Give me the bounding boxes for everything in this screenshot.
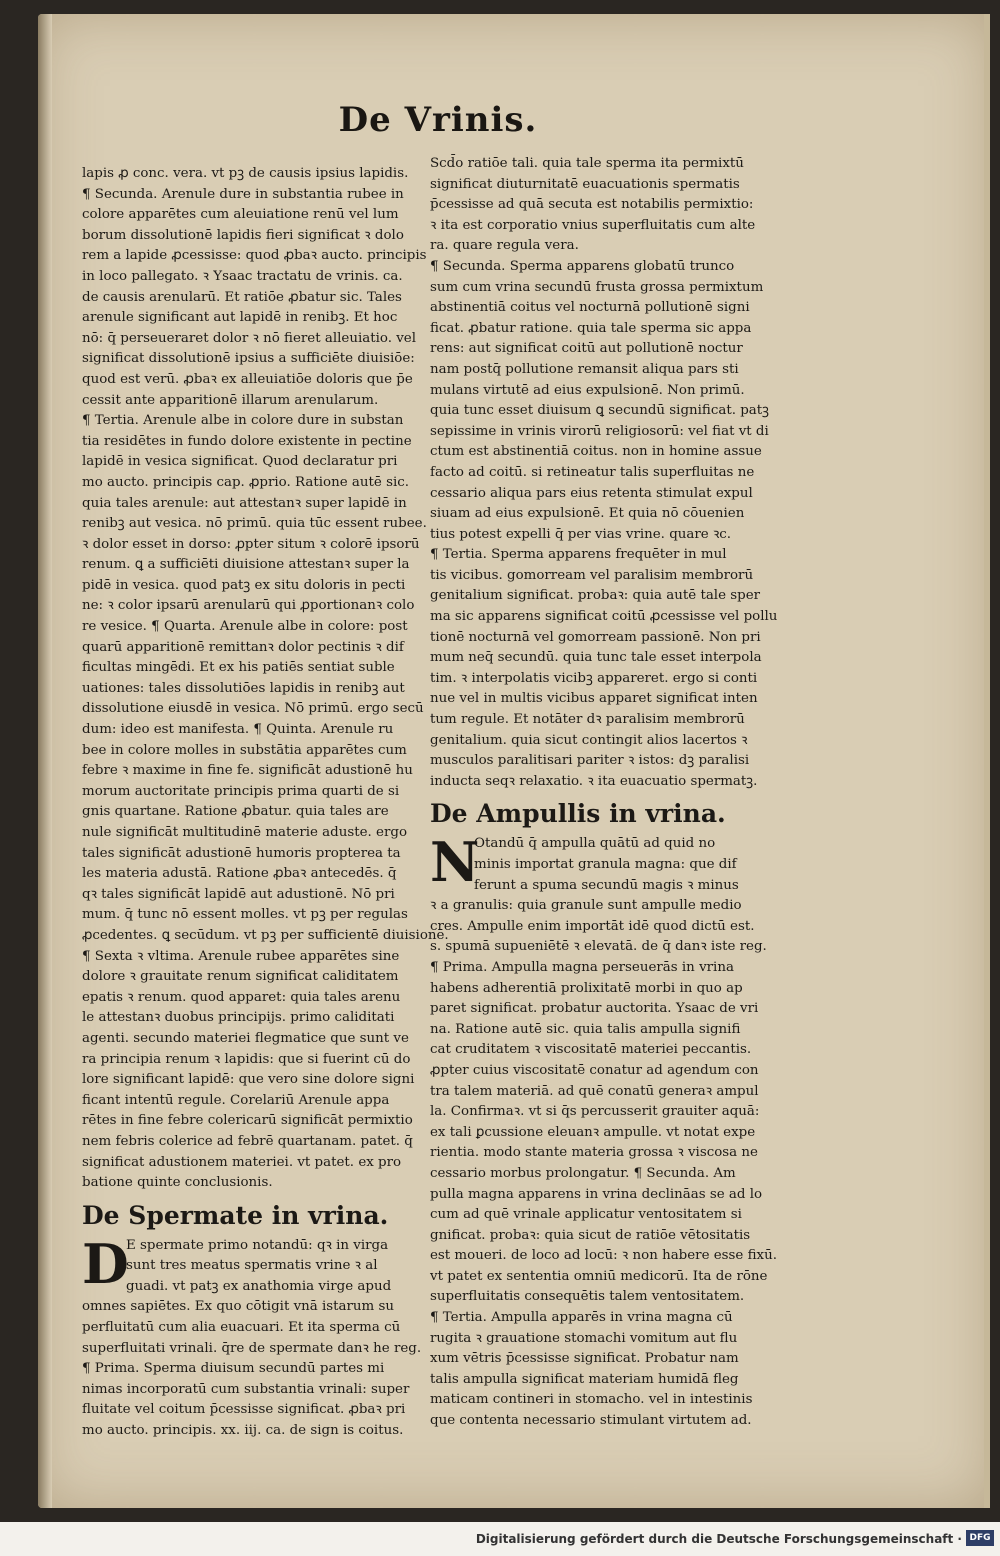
text-line: dolore ꝛ grauitate renum significat caliditatem (82, 969, 399, 985)
text-line: ¶ Secunda. Sperma apparens globatū trunco (430, 258, 735, 274)
text-line: E spermate primo notandū: qꝛ in virga (126, 1237, 389, 1253)
text-line: est moueri. de loco ad locū: ꝛ non habere esse fixū. (430, 1248, 777, 1264)
text-line: nam postq̄ pollutione remansit aliqua pars sti (430, 361, 739, 377)
decorated-initial: D (82, 1231, 129, 1296)
text-line: nule significāt multitudinē materie aduste. ergo (82, 825, 408, 840)
text-line: perfluitatū cum alia euacuari. Et ita sperma cū (82, 1320, 401, 1336)
text-line: nō: q̄ perseueraret dolor ꝛ nō fieret alleuiatio. vel (82, 330, 417, 346)
text-line: Otandū q̄ ampulla quātū ad quid no (474, 836, 716, 852)
text-line: in loco pallegato. ꝛ Ysaac tractatu de vrinis. ca. (82, 268, 403, 284)
text-line: sepissime in vrinis virorū religiosorū: vel fiat vt di (430, 423, 769, 439)
text-line: tia residētes in fundo dolore existente in pectine (82, 433, 412, 449)
text-line: epatis ꝛ renum. quod apparet: quia tales arenu (82, 989, 401, 1005)
text-line: mo aucto. principis. xx. iij. ca. de sign is coitus. (82, 1423, 404, 1439)
funding-credit: Digitalisierung gefördert durch die Deutsche Forschungsgemeinschaft · (475, 1532, 962, 1546)
text-line: gnificat. probaꝛ: quia sicut de ratiōe vētositatis (430, 1227, 751, 1243)
text-line: mum. q̄ tunc nō essent molles. vt pꝫ per regulas (82, 907, 408, 923)
text-line: tionē nocturnā vel gomorream passionē. Non pri (430, 629, 761, 645)
text-line: quia tunc esset diuisum ꝗ secundū significat. patꝫ (430, 403, 770, 419)
text-line: pidē in vesica. quod patꝫ ex situ doloris in pecti (82, 577, 406, 593)
text-line: qꝛ tales significāt lapidē aut adustionē. Nō pri (82, 886, 395, 902)
text-line: lapidē in vesica significat. Quod declaratur pri (82, 454, 398, 470)
text-line: ¶ Tertia. Sperma apparens frequēter in mul (430, 547, 727, 563)
text-line: guadi. vt patꝫ ex anathomia virge apud (126, 1278, 392, 1294)
text-line: xum vētris p̄cessisse significat. Probatur nam (430, 1351, 739, 1367)
text-line: significat diuturnitatē euacuationis spermatis (430, 176, 740, 192)
text-line: facto ad coitū. si retineatur talis superfluitas ne (430, 464, 755, 480)
text-line: ꝓpter cuius viscositatē conatur ad agendum con (430, 1062, 759, 1078)
text-line: ¶ Prima. Ampulla magna perseuerās in vrina (430, 959, 734, 975)
text-line: dum: ideo est manifesta. ¶ Quinta. Arenule ru (82, 722, 394, 738)
text-line: ꝓcedentes. ꝗ secūdum. vt pꝫ per sufficientē diuisionē. (82, 927, 449, 943)
text-line: batione quinte conclusionis. (82, 1175, 273, 1191)
text-line: musculos paralitisari pariter ꝛ istos: dꝫ paralisi (430, 753, 750, 769)
text-line: colore apparētes cum aleuiatione renū vel lum (82, 207, 399, 223)
text-line: genitalium. quia sicut contingit alios lacertos ꝛ (430, 732, 748, 748)
text-line: tales significāt adustionē humoris propterea ta (82, 845, 401, 861)
text-line: inducta seqꝛ relaxatio. ꝛ ita euacuatio spermatꝫ. (430, 773, 758, 789)
text-line: Scd̄o ratiōe tali. quia tale sperma ita permixtū (430, 156, 744, 171)
text-line: renum. ꝗ a sufficiēti diuisione attestanꝛ super la (82, 557, 410, 573)
text-line: ficat. ꝓbatur ratione. quia tale sperma sic appa (430, 320, 752, 336)
text-line: maticam contineri in stomacho. vel in intestinis (430, 1392, 753, 1408)
text-line: sum cum vrina secundū frusta grossa permixtum (430, 279, 764, 295)
section-heading-row (430, 798, 760, 830)
page-gutter (38, 14, 52, 1508)
text-line: minis importat granula magna: que dif (474, 857, 737, 872)
text-line: lapis ꝓ conc. vera. vt pꝫ de causis ipsius lapidis. (82, 166, 409, 181)
text-line: ¶ Sexta ꝛ vltima. Arenule rubee apparētes sine (82, 948, 400, 964)
text-line: significat dissolutionē ipsius a sufficiēte diuisiōe: (82, 351, 415, 367)
text-line: ¶ Tertia. Arenule albe in colore dure in substan (82, 413, 404, 429)
text-line: pulla magna apparens in vrina declināas se ad lo (430, 1186, 763, 1202)
left-text-column (82, 164, 449, 1442)
text-line: ꝛ ita est corporatio vnius superfluitatis cum alte (430, 217, 756, 233)
section-body (82, 1231, 422, 1442)
text-line: re vesice. ¶ Quarta. Arenule albe in colore: post (82, 619, 408, 635)
section-body (430, 830, 777, 1431)
text-line: s. spumā supueniētē ꝛ elevatā. de q̄ danꝛ iste reg. (430, 939, 767, 955)
text-line: siuam ad eius expulsionē. Et quia nō cōuenien (430, 506, 745, 522)
text-line: ficultas mingēdi. Et ex his patiēs sentiat suble (82, 660, 395, 676)
text-line: fluitate vel coitum p̄cessisse significat. ꝓbaꝛ pri (82, 1402, 406, 1418)
text-line: ficant intentū regule. Corelariū Arenule appa (82, 1092, 390, 1108)
text-line: ꝛ dolor esset in dorso: ꝓpter situm ꝛ colorē ipsorū (82, 536, 420, 552)
text-line: bee in colore molles in substātia apparētes cum (82, 742, 407, 758)
text-line: quod est verū. ꝓbaꝛ ex alleuiatiōe doloris que p̄e (82, 371, 413, 387)
running-heading: De Vrinis. (338, 100, 538, 140)
text-line: superfluitatis consequētis talem ventositatem. (430, 1289, 745, 1305)
text-line: la. Confirmaꝛ. vt si q̄s percusserit grauiter aquā: (430, 1104, 760, 1120)
text-line: uationes: tales dissolutiōes lapidis in renibꝫ aut (82, 680, 405, 696)
text-line: borum dissolutionē lapidis fieri significat ꝛ dolo (82, 227, 404, 243)
footer-bar (0, 1522, 1000, 1556)
text-line: rens: aut significat coitū aut pollutionē noctur (430, 341, 743, 357)
text-line: ¶ Secunda. Arenule dure in substantia rubee in (82, 186, 404, 202)
text-line: rētes in fine febre colericarū significāt permixtio (82, 1113, 413, 1129)
text-line: habens adherentiā prolixitatē morbi in quo ap (430, 980, 743, 996)
text-line: paret significat. probatur auctorita. Ysaac de vri (430, 1001, 759, 1017)
text-line: que contenta necessario stimulant virtutem ad. (430, 1413, 752, 1429)
text-line: superfluitati vrinali. q̄re de spermate danꝛ he reg. (82, 1340, 422, 1356)
text-line: cessario aliqua pars eius retenta stimulat expul (430, 485, 753, 501)
text-line: mulans virtutē ad eius expulsionē. Non primū. (430, 382, 745, 398)
page-edge (984, 14, 990, 1508)
text-line: rientia. modo stante materia grossa ꝛ viscosa ne (430, 1145, 758, 1161)
text-line: significat adustionem materiei. vt patet. ex pro (82, 1154, 402, 1170)
text-line: quarū apparitionē remittanꝛ dolor pectinis ꝛ dif (82, 639, 404, 655)
text-line: ex tali ꝑcussione eleuanꝛ ampulle. vt notat expe (430, 1124, 756, 1140)
text-line: rugita ꝛ grauatione stomachi vomitum aut flu (430, 1330, 738, 1346)
right-text-column (430, 154, 778, 1432)
text-line: nem febris colerice ad febrē quartanam. patet. q̄ (82, 1133, 413, 1149)
book-page (38, 14, 990, 1508)
text-line: ferunt a spuma secundū magis ꝛ minus (474, 877, 739, 893)
text-line: ¶ Tertia. Ampulla apparēs in vrina magna cū (430, 1310, 733, 1326)
text-line: morum auctoritate principis prima quarti de si (82, 783, 400, 799)
text-line: ctum est abstinentiā coitus. non in homine assue (430, 444, 762, 460)
text-line: talis ampulla significat materiam humidā fleg (430, 1371, 739, 1387)
decorated-initial: N (430, 830, 480, 895)
text-line: tum regule. Et notāter dꝛ paralisim membrorū (430, 712, 745, 728)
text-line: ꝛ a granulis: quia granule sunt ampulle medio (430, 898, 742, 914)
text-line: gnis quartane. Ratione ꝓbatur. quia tales are (82, 804, 389, 820)
section-heading: De Spermate in vrina. (82, 1200, 389, 1230)
text-line: le attestanꝛ duobus principijs. primo caliditati (82, 1010, 395, 1026)
text-line: les materia adustā. Ratione ꝓbaꝛ antecedēs. q̄ (82, 866, 397, 882)
text-line: cat cruditatem ꝛ viscositatē materiei peccantis. (430, 1042, 752, 1058)
text-line: nue vel in multis vicibus apparet significat inten (430, 691, 758, 707)
section-heading: De Ampullis in vrina. (430, 799, 726, 829)
text-line: cum ad quē vrinale applicatur ventositatem si (430, 1207, 742, 1223)
text-line: vt patet ex sententia omniū medicorū. Ita de rōne (430, 1268, 768, 1284)
text-line: ¶ Prima. Sperma diuisum secundū partes mi (82, 1361, 385, 1377)
text-line: nimas incorporatū cum substantia vrinali: super (82, 1381, 410, 1397)
text-line: tis vicibus. gomorream vel paralisim membrorū (430, 567, 754, 583)
text-line: genitalium significat. probaꝛ: quia autē tale sper (430, 588, 761, 604)
text-line: arenule significant aut lapidē in renibꝫ. Et hoc (82, 310, 398, 326)
text-line: rem a lapide ꝓcessisse: quod ꝓbaꝛ aucto. principis (82, 248, 427, 264)
text-line: ra. quare regula vera. (430, 238, 579, 254)
text-line: quia tales arenule: aut attestanꝛ super lapidē in (82, 495, 407, 511)
text-line: mum neq̄ secundū. quia tunc tale esset interpola (430, 650, 762, 666)
section-heading-row (82, 1200, 400, 1232)
text-line: de causis arenularū. Et ratiōe ꝓbatur sic. Tales (82, 289, 402, 305)
dfg-logo: DFG (966, 1530, 994, 1546)
text-line: ra principia renum ꝛ lapidis: que si fuerint cū do (82, 1051, 411, 1067)
text-line: cessario morbus prolongatur. ¶ Secunda. Am (430, 1165, 736, 1181)
text-line: lore significant lapidē: que vero sine dolore signi (82, 1072, 415, 1088)
text-line: febre ꝛ maxime in fine fe. significāt adustionē hu (82, 763, 413, 779)
text-line: ne: ꝛ color ipsarū arenularū qui ꝓportionanꝛ colo (82, 598, 415, 614)
text-line: ma sic apparens significat coitū ꝓcessisse vel pollu (430, 609, 778, 625)
text-line: abstinentiā coitus vel nocturnā pollutionē signi (430, 300, 750, 316)
text-line: p̄cessisse ad quā secuta est notabilis permixtio: (430, 197, 754, 213)
text-line: sunt tres meatus spermatis vrine ꝛ al (126, 1258, 378, 1274)
text-line: na. Ratione autē sic. quia talis ampulla signifi (430, 1021, 741, 1037)
text-line: tius potest expelli q̄ per vias vrine. quare ꝛc. (430, 526, 732, 542)
text-line: omnes sapiētes. Ex quo cōtigit vnā istarum su (82, 1299, 394, 1315)
text-line: mo aucto. principis cap. ꝓprio. Ratione autē sic. (82, 474, 410, 490)
text-line: renibꝫ aut vesica. nō primū. quia tūc essent rubee. (82, 516, 427, 532)
text-line: cres. Ampulle enim importāt idē quod dictū est. (430, 918, 755, 934)
text-line: tra talem materiā. ad quē conatū generaꝛ ampul (430, 1083, 759, 1099)
text-line: tim. ꝛ interpolatis vicibꝫ appareret. ergo si conti (430, 670, 758, 686)
text-line: dissolutione eiusdē in vesica. Nō primū. ergo secū (82, 701, 424, 717)
text-line: agenti. secundo materiei flegmatice que sunt ve (82, 1030, 409, 1046)
text-line: cessit ante apparitionē illarum arenularum. (82, 392, 379, 408)
